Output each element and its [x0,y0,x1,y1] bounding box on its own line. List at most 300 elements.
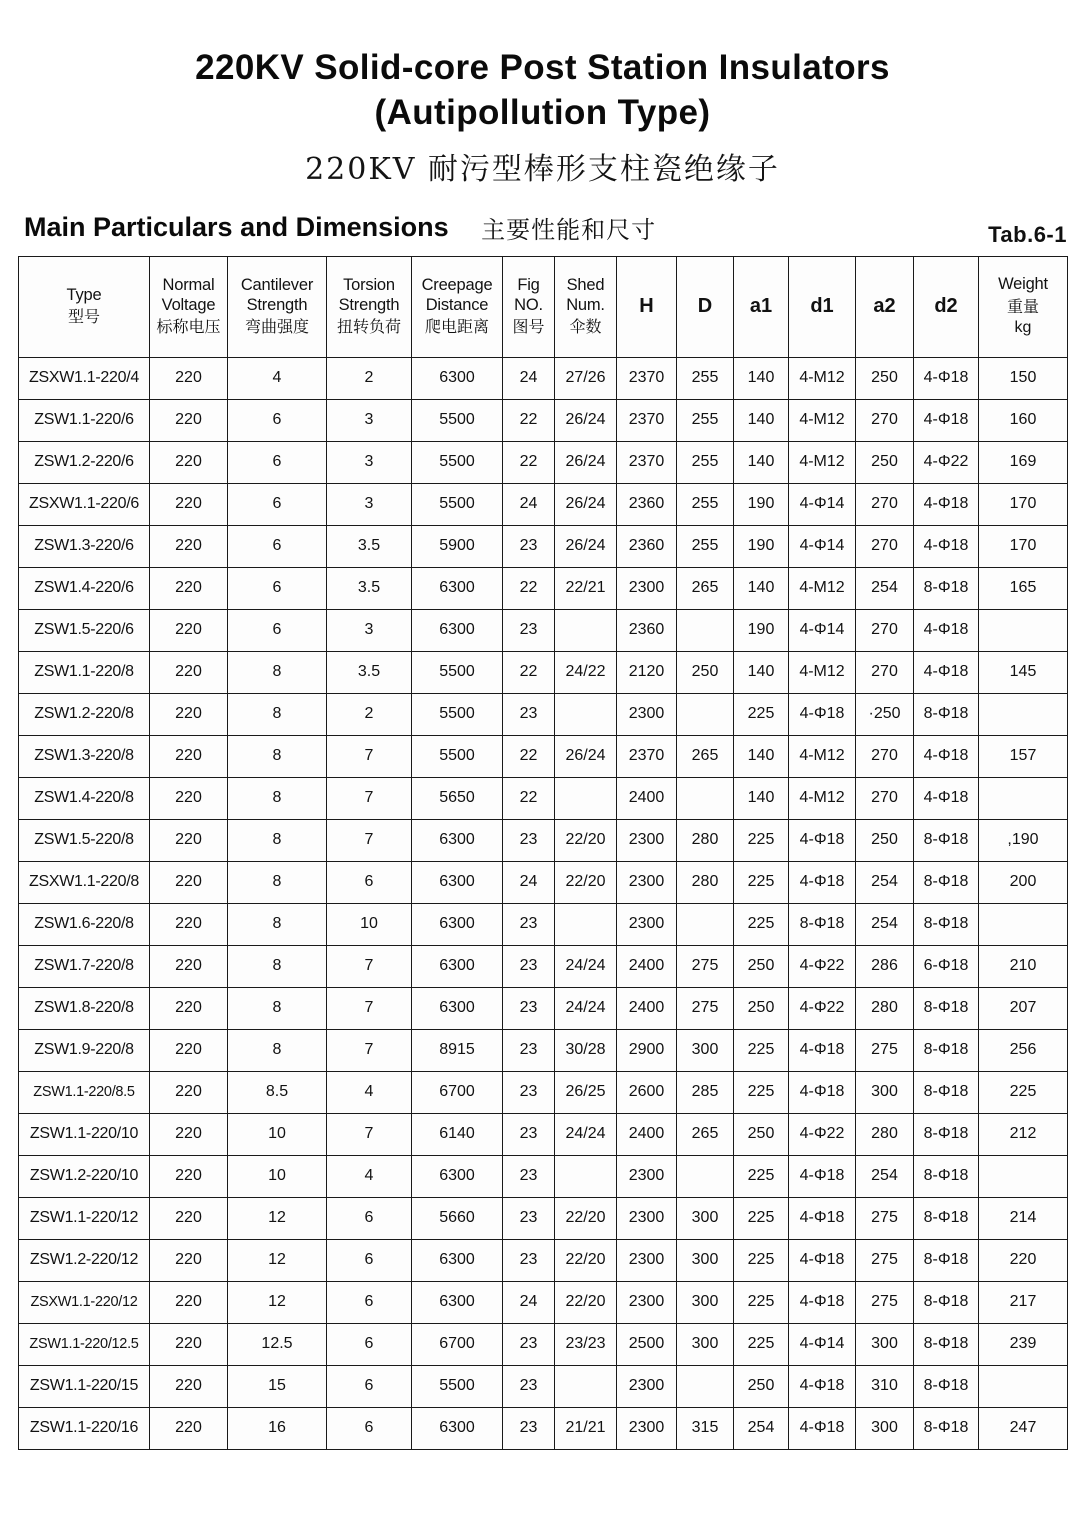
cell-cantilever-strength: 8.5 [228,1071,327,1113]
cell-type: ZSW1.1-220/12.5 [19,1323,150,1365]
title-english [0,46,1085,136]
column-header-weight [979,256,1068,357]
cell-fig-no: 23 [503,1113,555,1155]
cell-a2: 280 [856,1113,914,1155]
cell-shed-num: 22/20 [555,861,617,903]
cell-d1: 4-Φ18 [789,1407,856,1449]
cell-torsion-strength: 7 [327,735,412,777]
cell-h: 2900 [617,1029,677,1071]
cell-torsion-strength: 3.5 [327,567,412,609]
cell-weight: 157 [979,735,1068,777]
cell-torsion-strength: 6 [327,1407,412,1449]
cell-a2: 270 [856,777,914,819]
cell-d1: 4-Φ18 [789,861,856,903]
cell-d2: 8-Φ18 [914,1071,979,1113]
table-row [19,777,1068,819]
cell-shed-num: 26/24 [555,399,617,441]
cell-d2: 8-Φ18 [914,1281,979,1323]
cell-cantilever-strength: 8 [228,735,327,777]
cell-d: 255 [677,441,734,483]
cell-weight [979,693,1068,735]
cell-d2: 8-Φ18 [914,1407,979,1449]
cell-fig-no: 24 [503,1281,555,1323]
cell-normal-voltage: 220 [150,693,228,735]
cell-d1: 4-M12 [789,441,856,483]
cell-a2: 275 [856,1029,914,1071]
cell-fig-no: 22 [503,399,555,441]
cell-d: 285 [677,1071,734,1113]
cell-normal-voltage: 220 [150,1197,228,1239]
cell-cantilever-strength: 4 [228,357,327,399]
cell-shed-num: 22/20 [555,819,617,861]
cell-h: 2360 [617,609,677,651]
cell-cantilever-strength: 8 [228,777,327,819]
cell-shed-num: 27/26 [555,357,617,399]
cell-weight: 256 [979,1029,1068,1071]
column-header-d-symbol: D [697,294,713,317]
cell-h: 2370 [617,399,677,441]
column-header-a1 [734,256,789,357]
cell-d1: 4-M12 [789,735,856,777]
cell-creepage-distance: 6300 [412,1407,503,1449]
cell-creepage-distance: 6300 [412,567,503,609]
cell-normal-voltage: 220 [150,987,228,1029]
cell-weight: 169 [979,441,1068,483]
table-body [19,357,1068,1449]
title-chinese: 220KV 耐污型棒形支柱瓷绝缘子 [305,151,780,187]
cell-creepage-distance: 6300 [412,357,503,399]
cell-type: ZSW1.2-220/12 [19,1239,150,1281]
cell-shed-num: 26/25 [555,1071,617,1113]
table-header-row [19,256,1068,357]
cell-weight: 212 [979,1113,1068,1155]
cell-cantilever-strength: 6 [228,399,327,441]
column-header-d2-symbol: d2 [934,294,958,317]
cell-d2: 8-Φ18 [914,1239,979,1281]
cell-torsion-strength: 3 [327,441,412,483]
cell-creepage-distance: 6300 [412,1281,503,1323]
cell-d1: 4-Φ18 [789,1071,856,1113]
cell-weight: 220 [979,1239,1068,1281]
cell-d1: 4-Φ18 [789,1029,856,1071]
cell-fig-no: 23 [503,1197,555,1239]
cell-a1: 140 [734,441,789,483]
cell-creepage-distance: 8915 [412,1029,503,1071]
cell-d2: 8-Φ18 [914,1197,979,1239]
cell-d1: 4-M12 [789,357,856,399]
table-row [19,483,1068,525]
cell-d1: 4-Φ14 [789,609,856,651]
cell-d1: 4-Φ14 [789,525,856,567]
cell-a1: 225 [734,1071,789,1113]
cell-d2: 8-Φ18 [914,1113,979,1155]
cell-d: 250 [677,651,734,693]
cell-cantilever-strength: 6 [228,567,327,609]
table-row [19,1197,1068,1239]
cell-d1: 4-M12 [789,399,856,441]
cell-torsion-strength: 7 [327,777,412,819]
cell-torsion-strength: 4 [327,1155,412,1197]
cell-d: 300 [677,1239,734,1281]
table-row [19,735,1068,777]
section-heading-chinese: 主要性能和尺寸 [481,215,657,244]
table-row [19,525,1068,567]
cell-a2: ·250 [856,693,914,735]
cell-a2: 300 [856,1407,914,1449]
cell-creepage-distance: 5650 [412,777,503,819]
cell-torsion-strength: 6 [327,1281,412,1323]
cell-d1: 4-Φ22 [789,945,856,987]
cell-type: ZSW1.4-220/8 [19,777,150,819]
table-row [19,1281,1068,1323]
cell-d2: 4-Φ18 [914,609,979,651]
cell-normal-voltage: 220 [150,1071,228,1113]
cell-d1: 4-Φ18 [789,1197,856,1239]
cell-d: 280 [677,819,734,861]
section-heading-english: Main Particulars and Dimensions [24,211,449,242]
cell-torsion-strength: 7 [327,819,412,861]
cell-d [677,693,734,735]
cell-type: ZSW1.3-220/8 [19,735,150,777]
cell-weight: 217 [979,1281,1068,1323]
cell-normal-voltage: 220 [150,483,228,525]
cell-shed-num [555,903,617,945]
specifications-table-wrapper [18,256,1067,1450]
cell-a1: 225 [734,1323,789,1365]
table-row [19,1071,1068,1113]
cell-a2: 254 [856,903,914,945]
cell-a2: 250 [856,357,914,399]
column-header-torsion-strength [327,256,412,357]
table-row [19,1113,1068,1155]
cell-shed-num [555,1155,617,1197]
cell-fig-no: 23 [503,1365,555,1407]
column-header-fig-cn: 图号 [512,317,545,337]
cell-weight: 145 [979,651,1068,693]
cell-a1: 140 [734,777,789,819]
cell-fig-no: 23 [503,693,555,735]
cell-shed-num: 24/24 [555,987,617,1029]
cell-a2: 270 [856,525,914,567]
cell-type: ZSW1.1-220/8.5 [19,1071,150,1113]
cell-cantilever-strength: 8 [228,903,327,945]
column-header-shed-num [555,256,617,357]
cell-a2: 280 [856,987,914,1029]
cell-type: ZSW1.5-220/6 [19,609,150,651]
cell-type: ZSXW1.1-220/8 [19,861,150,903]
cell-a2: 286 [856,945,914,987]
cell-type: ZSW1.1-220/16 [19,1407,150,1449]
column-header-cantilever-cn: 弯曲强度 [244,317,309,337]
cell-shed-num: 24/24 [555,945,617,987]
cell-weight: 214 [979,1197,1068,1239]
cell-torsion-strength: 6 [327,1197,412,1239]
cell-creepage-distance: 5500 [412,441,503,483]
cell-cantilever-strength: 16 [228,1407,327,1449]
cell-d: 300 [677,1029,734,1071]
cell-a2: 270 [856,399,914,441]
cell-d1: 4-Φ18 [789,1155,856,1197]
cell-d2: 4-Φ18 [914,777,979,819]
column-header-creepage-en2: Distance [425,295,489,314]
column-header-type-cn: 型号 [67,307,100,327]
column-header-normal-voltage-en1: Normal [162,276,215,295]
cell-torsion-strength: 7 [327,1029,412,1071]
cell-normal-voltage: 220 [150,903,228,945]
cell-weight: 160 [979,399,1068,441]
cell-cantilever-strength: 6 [228,441,327,483]
cell-weight: 170 [979,483,1068,525]
cell-h: 2370 [617,735,677,777]
cell-d2: 4-Φ18 [914,357,979,399]
cell-type: ZSW1.2-220/6 [19,441,150,483]
column-header-h-symbol: H [639,294,654,317]
table-row [19,399,1068,441]
cell-d1: 8-Φ18 [789,903,856,945]
cell-d1: 4-Φ22 [789,987,856,1029]
cell-torsion-strength: 3 [327,609,412,651]
cell-fig-no: 24 [503,483,555,525]
cell-creepage-distance: 6300 [412,903,503,945]
cell-normal-voltage: 220 [150,1029,228,1071]
table-row [19,567,1068,609]
cell-cantilever-strength: 12 [228,1239,327,1281]
column-header-d [677,256,734,357]
cell-torsion-strength: 6 [327,1323,412,1365]
cell-d2: 4-Φ18 [914,483,979,525]
cell-d2: 8-Φ18 [914,1029,979,1071]
cell-d1: 4-Φ18 [789,693,856,735]
cell-shed-num: 26/24 [555,735,617,777]
cell-normal-voltage: 220 [150,651,228,693]
table-row [19,861,1068,903]
column-header-torsion-cn: 扭转负荷 [336,317,401,337]
cell-torsion-strength: 4 [327,1071,412,1113]
cell-normal-voltage: 220 [150,1323,228,1365]
cell-creepage-distance: 5500 [412,693,503,735]
cell-cantilever-strength: 10 [228,1155,327,1197]
cell-normal-voltage: 220 [150,945,228,987]
cell-fig-no: 23 [503,525,555,567]
cell-h: 2400 [617,945,677,987]
cell-a1: 225 [734,819,789,861]
cell-cantilever-strength: 12 [228,1197,327,1239]
cell-type: ZSW1.6-220/8 [19,903,150,945]
cell-d2: 4-Φ18 [914,651,979,693]
cell-creepage-distance: 6700 [412,1071,503,1113]
table-row [19,1239,1068,1281]
cell-h: 2500 [617,1323,677,1365]
column-header-cantilever-en2: Strength [246,295,308,314]
cell-a1: 140 [734,651,789,693]
cell-h: 2300 [617,819,677,861]
cell-d1: 4-Φ18 [789,819,856,861]
cell-type: ZSW1.7-220/8 [19,945,150,987]
cell-creepage-distance: 6300 [412,861,503,903]
cell-fig-no: 22 [503,777,555,819]
cell-h: 2120 [617,651,677,693]
table-row [19,1365,1068,1407]
cell-fig-no: 23 [503,903,555,945]
table-row [19,903,1068,945]
cell-torsion-strength: 6 [327,1239,412,1281]
cell-d: 265 [677,567,734,609]
cell-shed-num: 22/20 [555,1281,617,1323]
cell-normal-voltage: 220 [150,1365,228,1407]
cell-d: 280 [677,861,734,903]
column-header-d2 [914,256,979,357]
cell-normal-voltage: 220 [150,1407,228,1449]
cell-torsion-strength: 3.5 [327,525,412,567]
cell-shed-num: 22/20 [555,1239,617,1281]
table-row [19,1323,1068,1365]
cell-torsion-strength: 7 [327,945,412,987]
cell-cantilever-strength: 8 [228,861,327,903]
cell-a2: 300 [856,1071,914,1113]
cell-a2: 275 [856,1239,914,1281]
cell-normal-voltage: 220 [150,1281,228,1323]
cell-fig-no: 23 [503,987,555,1029]
cell-fig-no: 23 [503,609,555,651]
cell-creepage-distance: 5500 [412,735,503,777]
cell-h: 2400 [617,987,677,1029]
cell-d2: 8-Φ18 [914,1323,979,1365]
cell-torsion-strength: 3 [327,483,412,525]
cell-a2: 270 [856,651,914,693]
cell-shed-num: 26/24 [555,441,617,483]
cell-a1: 254 [734,1407,789,1449]
specifications-table [18,256,1068,1450]
cell-normal-voltage: 220 [150,441,228,483]
cell-d2: 8-Φ18 [914,819,979,861]
cell-cantilever-strength: 8 [228,651,327,693]
cell-fig-no: 23 [503,1239,555,1281]
cell-weight: 225 [979,1071,1068,1113]
cell-a2: 275 [856,1197,914,1239]
cell-fig-no: 23 [503,1155,555,1197]
column-header-type-en: Type [66,285,102,304]
cell-d2: 8-Φ18 [914,567,979,609]
cell-cantilever-strength: 6 [228,609,327,651]
cell-cantilever-strength: 8 [228,987,327,1029]
cell-d [677,1155,734,1197]
cell-type: ZSW1.9-220/8 [19,1029,150,1071]
cell-cantilever-strength: 8 [228,819,327,861]
cell-a1: 140 [734,567,789,609]
cell-cantilever-strength: 8 [228,1029,327,1071]
cell-fig-no: 22 [503,651,555,693]
cell-d2: 4-Φ22 [914,441,979,483]
cell-cantilever-strength: 12 [228,1281,327,1323]
table-row [19,1407,1068,1449]
cell-weight [979,1155,1068,1197]
cell-weight: 239 [979,1323,1068,1365]
table-row [19,609,1068,651]
cell-fig-no: 24 [503,861,555,903]
cell-d2: 4-Φ18 [914,525,979,567]
cell-torsion-strength: 7 [327,987,412,1029]
cell-cantilever-strength: 8 [228,945,327,987]
cell-creepage-distance: 6300 [412,945,503,987]
cell-h: 2300 [617,903,677,945]
cell-d1: 4-Φ14 [789,1323,856,1365]
cell-cantilever-strength: 6 [228,525,327,567]
cell-creepage-distance: 6300 [412,1239,503,1281]
cell-a1: 250 [734,1113,789,1155]
cell-a2: 270 [856,735,914,777]
column-header-a1-symbol: a1 [749,294,773,317]
cell-d1: 4-M12 [789,567,856,609]
table-row [19,651,1068,693]
cell-fig-no: 23 [503,945,555,987]
cell-shed-num [555,1365,617,1407]
cell-a2: 254 [856,567,914,609]
table-header [19,256,1068,357]
cell-a1: 140 [734,357,789,399]
cell-type: ZSW1.2-220/10 [19,1155,150,1197]
cell-a1: 225 [734,1239,789,1281]
cell-h: 2300 [617,567,677,609]
cell-normal-voltage: 220 [150,819,228,861]
cell-h: 2370 [617,357,677,399]
cell-type: ZSW1.4-220/6 [19,567,150,609]
cell-normal-voltage: 220 [150,777,228,819]
cell-normal-voltage: 220 [150,609,228,651]
cell-weight: 207 [979,987,1068,1029]
column-header-weight-en: Weight [998,275,1048,294]
cell-h: 2400 [617,1113,677,1155]
cell-h: 2360 [617,525,677,567]
cell-a1: 250 [734,945,789,987]
cell-weight [979,609,1068,651]
cell-shed-num: 26/24 [555,483,617,525]
cell-a2: 254 [856,861,914,903]
cell-d2: 8-Φ18 [914,1155,979,1197]
cell-d [677,903,734,945]
cell-a2: 250 [856,441,914,483]
cell-normal-voltage: 220 [150,567,228,609]
column-header-creepage-en1: Creepage [421,276,493,295]
cell-a2: 270 [856,483,914,525]
column-header-shed-cn: 伞数 [569,317,602,337]
cell-a1: 250 [734,1365,789,1407]
cell-a1: 140 [734,735,789,777]
cell-weight [979,777,1068,819]
cell-creepage-distance: 6140 [412,1113,503,1155]
column-header-creepage-cn: 爬电距离 [424,317,489,337]
cell-type: ZSW1.1-220/6 [19,399,150,441]
cell-a1: 225 [734,693,789,735]
cell-shed-num: 22/20 [555,1197,617,1239]
cell-normal-voltage: 220 [150,1155,228,1197]
cell-normal-voltage: 220 [150,399,228,441]
cell-h: 2300 [617,1281,677,1323]
cell-normal-voltage: 220 [150,525,228,567]
cell-weight: 200 [979,861,1068,903]
column-header-cantilever-en1: Cantilever [240,276,314,295]
cell-type: ZSXW1.1-220/4 [19,357,150,399]
cell-creepage-distance: 5900 [412,525,503,567]
cell-normal-voltage: 220 [150,735,228,777]
cell-creepage-distance: 6300 [412,819,503,861]
table-row [19,1029,1068,1071]
cell-torsion-strength: 2 [327,357,412,399]
cell-a2: 300 [856,1323,914,1365]
cell-h: 2360 [617,483,677,525]
cell-d1: 4-Φ18 [789,1365,856,1407]
cell-normal-voltage: 220 [150,1113,228,1155]
cell-fig-no: 24 [503,357,555,399]
